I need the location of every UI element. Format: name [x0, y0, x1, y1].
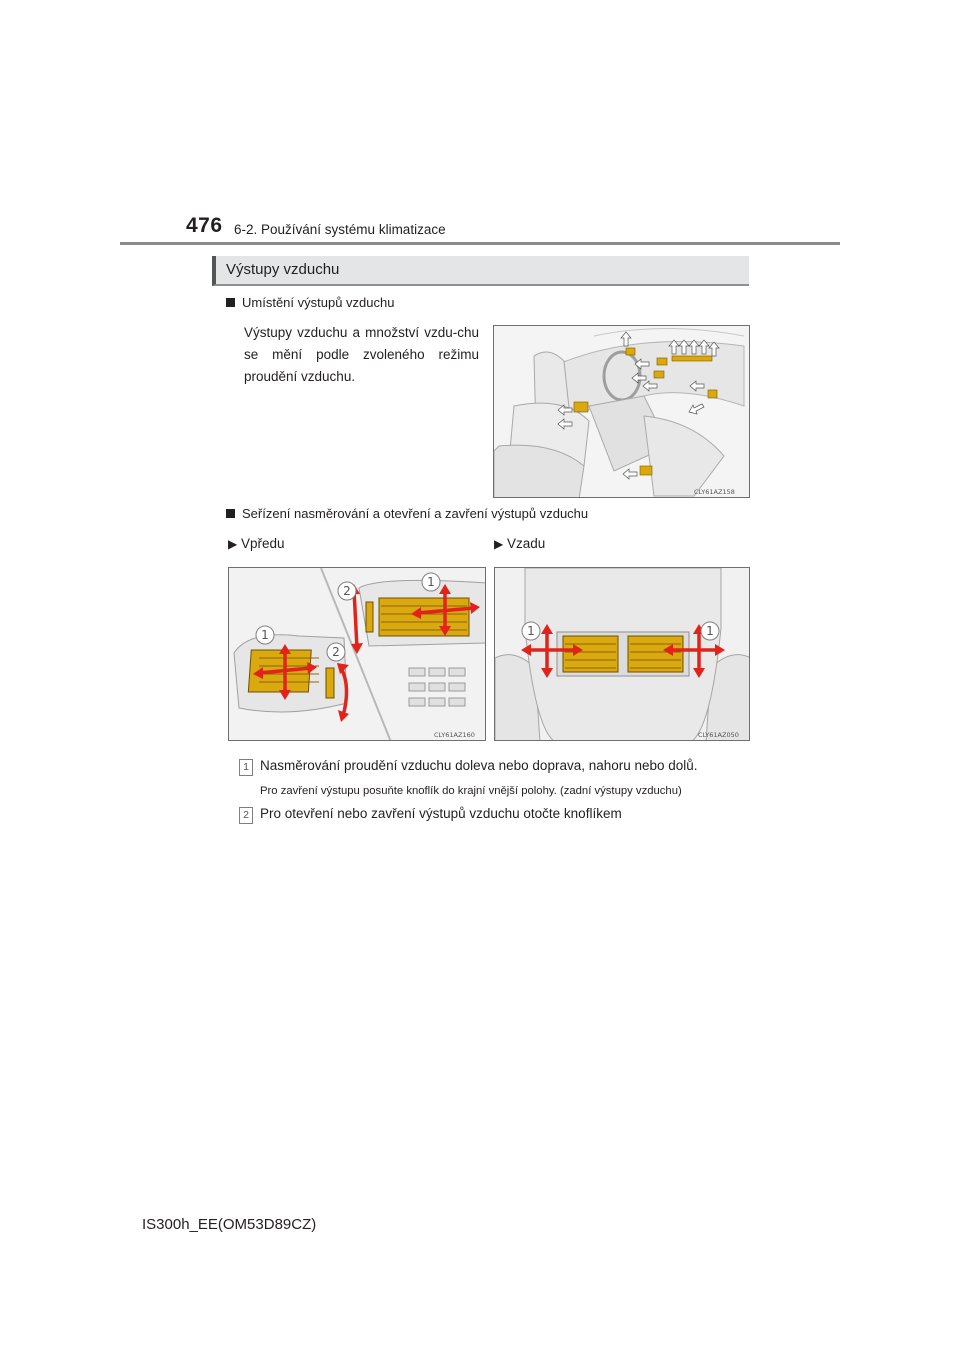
rear-label — [494, 536, 545, 551]
cabin-vents-figure — [493, 325, 750, 498]
section-header — [212, 256, 749, 286]
front-vents-figure — [228, 567, 486, 741]
bullet-square-icon — [226, 298, 235, 307]
front-vents-illustration — [229, 568, 486, 741]
header-rule — [120, 242, 840, 245]
triangle-right-icon: ▶ — [494, 537, 504, 551]
location-heading — [226, 295, 394, 310]
triangle-right-icon: ▶ — [228, 537, 238, 551]
callout-2: 2 — [332, 645, 340, 659]
bullet-square-icon — [226, 509, 235, 518]
rear-vents-illustration — [495, 568, 750, 741]
callout-1: 1 — [706, 624, 714, 638]
front-label-text: Vpředu — [241, 536, 285, 551]
footer-model: IS300h_EE(OM53D89CZ) — [142, 1216, 317, 1233]
figure-code: CLY61AZ050 — [698, 731, 739, 739]
chapter-title: 6-2. Používání systému klimatizace — [234, 222, 446, 237]
adjust-heading — [226, 506, 588, 521]
note-number-box: 2 — [239, 807, 253, 824]
note-1-text: Nasměrování proudění vzduchu doleva nebo doprava, nahoru nebo dolů. — [260, 758, 698, 773]
adjust-heading-text: Seřízení nasměrování a otevření a zavření výstupů vzduchu — [242, 506, 589, 521]
callout-1: 1 — [527, 624, 535, 638]
rear-vents-figure — [494, 567, 750, 741]
callout-1: 1 — [261, 628, 269, 642]
note-1-subtext: Pro zavření výstupu posuňte knoflík do krajní vnější polohy. (zadní výstupy vzduchu) — [260, 785, 682, 797]
rear-label-text: Vzadu — [507, 536, 546, 551]
note-2 — [239, 806, 622, 824]
figure-code: CLY61AZ160 — [434, 731, 475, 739]
callout-2: 2 — [343, 584, 351, 598]
figure-code: CLY61AZ158 — [694, 488, 735, 496]
cabin-illustration — [494, 326, 750, 498]
front-label — [228, 536, 285, 551]
location-text: Výstupy vzduchu a množství vzdu-chu se mění podle zvoleného režimu proudění vzduchu. — [244, 325, 479, 384]
note-2-text: Pro otevření nebo zavření výstupů vzduchu otočte knoflíkem — [260, 806, 622, 821]
location-heading-text: Umístění výstupů vzduchu — [242, 295, 395, 310]
section-title: Výstupy vzduchu — [226, 261, 340, 278]
page-number: 476 — [186, 214, 223, 237]
note-number-box: 1 — [239, 759, 253, 776]
callout-1: 1 — [427, 575, 435, 589]
note-1 — [239, 758, 698, 776]
